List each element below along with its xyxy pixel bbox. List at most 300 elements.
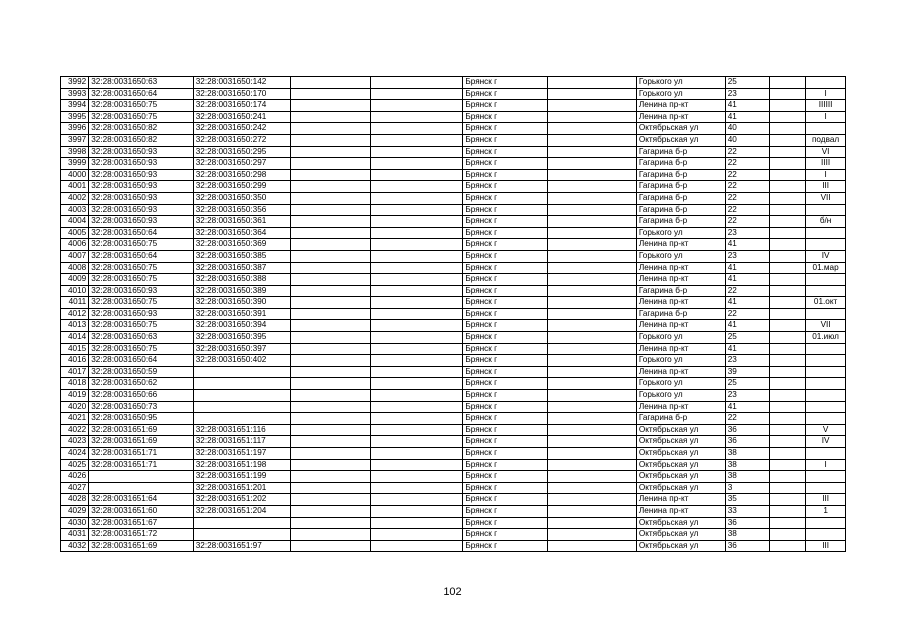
city-cell: Брянск г (463, 343, 548, 355)
empty-cell-cell (548, 448, 637, 460)
table-row (61, 158, 846, 170)
empty-cell-cell (769, 343, 806, 355)
city-cell: Брянск г (463, 134, 548, 146)
empty-cell-cell (371, 308, 463, 320)
room-note-cell: III (806, 181, 846, 193)
city-cell: Брянск г (463, 413, 548, 425)
street-cell: Горького ул (636, 332, 725, 344)
house-number-cell: 25 (725, 77, 769, 89)
street-cell: Ленина пр-кт (636, 100, 725, 112)
empty-cell-cell (769, 123, 806, 135)
empty-cell-cell (290, 204, 370, 216)
cadastral-object-number-cell (193, 517, 290, 529)
empty-cell-cell (769, 471, 806, 483)
row-number-cell: 4026 (61, 471, 89, 483)
empty-cell-cell (548, 297, 637, 309)
city-cell: Брянск г (463, 355, 548, 367)
cadastral-block-number-cell: 32:28:0031650:66 (89, 390, 194, 402)
city-cell: Брянск г (463, 540, 548, 552)
cadastral-object-number-cell: 32:28:0031650:170 (193, 88, 290, 100)
row-number-cell: 3997 (61, 134, 89, 146)
empty-cell-cell (548, 517, 637, 529)
empty-cell-cell (290, 285, 370, 297)
room-note-cell (806, 413, 846, 425)
empty-cell-cell (371, 216, 463, 228)
empty-cell-cell (769, 308, 806, 320)
table-row (61, 250, 846, 262)
city-cell: Брянск г (463, 366, 548, 378)
cadastral-block-number-cell: 32:28:0031651:60 (89, 505, 194, 517)
empty-cell-cell (290, 88, 370, 100)
table-row (61, 181, 846, 193)
city-cell: Брянск г (463, 471, 548, 483)
empty-cell-cell (548, 459, 637, 471)
city-cell: Брянск г (463, 505, 548, 517)
table-row (61, 297, 846, 309)
empty-cell-cell (371, 100, 463, 112)
house-number-cell: 22 (725, 181, 769, 193)
empty-cell-cell (371, 169, 463, 181)
house-number-cell: 22 (725, 216, 769, 228)
row-number-cell: 4004 (61, 216, 89, 228)
house-number-cell: 22 (725, 413, 769, 425)
cadastral-object-number-cell: 32:28:0031651:199 (193, 471, 290, 483)
empty-cell-cell (769, 204, 806, 216)
empty-cell-cell (371, 111, 463, 123)
house-number-cell: 22 (725, 169, 769, 181)
empty-cell-cell (371, 436, 463, 448)
room-note-cell (806, 308, 846, 320)
row-number-cell: 3993 (61, 88, 89, 100)
room-note-cell: б/н (806, 216, 846, 228)
empty-cell-cell (769, 529, 806, 541)
empty-cell-cell (290, 505, 370, 517)
empty-cell-cell (548, 332, 637, 344)
street-cell: Гагарина б-р (636, 216, 725, 228)
table-row (61, 100, 846, 112)
street-cell: Горького ул (636, 250, 725, 262)
house-number-cell: 36 (725, 540, 769, 552)
empty-cell-cell (769, 77, 806, 89)
cadastral-object-number-cell: 32:28:0031651:201 (193, 482, 290, 494)
cadastral-block-number-cell: 32:28:0031651:69 (89, 424, 194, 436)
cadastral-block-number-cell: 32:28:0031650:82 (89, 134, 194, 146)
empty-cell-cell (548, 471, 637, 483)
house-number-cell: 41 (725, 239, 769, 251)
empty-cell-cell (371, 482, 463, 494)
row-number-cell: 4008 (61, 262, 89, 274)
empty-cell-cell (290, 332, 370, 344)
row-number-cell: 4028 (61, 494, 89, 506)
cadastral-object-number-cell: 32:28:0031650:297 (193, 158, 290, 170)
house-number-cell: 33 (725, 505, 769, 517)
row-number-cell: 3998 (61, 146, 89, 158)
empty-cell-cell (290, 158, 370, 170)
empty-cell-cell (769, 424, 806, 436)
street-cell: Горького ул (636, 88, 725, 100)
cadastral-object-number-cell: 32:28:0031650:298 (193, 169, 290, 181)
cadastral-block-number-cell: 32:28:0031650:63 (89, 332, 194, 344)
table-row (61, 355, 846, 367)
empty-cell-cell (769, 111, 806, 123)
room-note-cell: 1 (806, 505, 846, 517)
table-row (61, 169, 846, 181)
room-note-cell (806, 378, 846, 390)
empty-cell-cell (371, 158, 463, 170)
room-note-cell (806, 482, 846, 494)
empty-cell-cell (769, 216, 806, 228)
empty-cell-cell (290, 366, 370, 378)
house-number-cell: 23 (725, 88, 769, 100)
empty-cell-cell (290, 355, 370, 367)
city-cell: Брянск г (463, 308, 548, 320)
row-number-cell: 4007 (61, 250, 89, 262)
empty-cell-cell (769, 390, 806, 402)
city-cell: Брянск г (463, 239, 548, 251)
city-cell: Брянск г (463, 529, 548, 541)
empty-cell-cell (371, 355, 463, 367)
city-cell: Брянск г (463, 227, 548, 239)
empty-cell-cell (548, 494, 637, 506)
room-note-cell (806, 529, 846, 541)
empty-cell-cell (548, 262, 637, 274)
row-number-cell: 3995 (61, 111, 89, 123)
table-row (61, 529, 846, 541)
empty-cell-cell (548, 158, 637, 170)
row-number-cell: 4022 (61, 424, 89, 436)
house-number-cell: 41 (725, 262, 769, 274)
empty-cell-cell (548, 250, 637, 262)
city-cell: Брянск г (463, 262, 548, 274)
house-number-cell: 36 (725, 436, 769, 448)
room-note-cell: III (806, 540, 846, 552)
empty-cell-cell (371, 471, 463, 483)
empty-cell-cell (290, 529, 370, 541)
street-cell: Ленина пр-кт (636, 505, 725, 517)
house-number-cell: 22 (725, 285, 769, 297)
empty-cell-cell (290, 436, 370, 448)
cadastral-object-number-cell (193, 366, 290, 378)
row-number-cell: 4001 (61, 181, 89, 193)
cadastral-block-number-cell: 32:28:0031651:69 (89, 540, 194, 552)
room-note-cell: IIII (806, 158, 846, 170)
street-cell: Горького ул (636, 390, 725, 402)
row-number-cell: 3992 (61, 77, 89, 89)
house-number-cell: 23 (725, 227, 769, 239)
row-number-cell: 4024 (61, 448, 89, 460)
city-cell: Брянск г (463, 459, 548, 471)
row-number-cell: 4000 (61, 169, 89, 181)
room-note-cell: III (806, 494, 846, 506)
empty-cell-cell (371, 448, 463, 460)
cadastral-object-number-cell: 32:28:0031650:299 (193, 181, 290, 193)
row-number-cell: 4025 (61, 459, 89, 471)
empty-cell-cell (769, 227, 806, 239)
cadastral-block-number-cell: 32:28:0031651:72 (89, 529, 194, 541)
empty-cell-cell (371, 123, 463, 135)
empty-cell-cell (290, 77, 370, 89)
cadastral-object-number-cell: 32:28:0031651:204 (193, 505, 290, 517)
empty-cell-cell (548, 100, 637, 112)
street-cell: Ленина пр-кт (636, 111, 725, 123)
empty-cell-cell (290, 123, 370, 135)
table-row (61, 436, 846, 448)
empty-cell-cell (290, 100, 370, 112)
cadastral-object-number-cell: 32:28:0031651:198 (193, 459, 290, 471)
table-row (61, 505, 846, 517)
empty-cell-cell (290, 378, 370, 390)
table-row (61, 262, 846, 274)
house-number-cell: 38 (725, 471, 769, 483)
city-cell: Брянск г (463, 123, 548, 135)
empty-cell-cell (290, 181, 370, 193)
empty-cell-cell (548, 482, 637, 494)
cadastral-object-number-cell: 32:28:0031650:361 (193, 216, 290, 228)
street-cell: Октябрьская ул (636, 517, 725, 529)
empty-cell-cell (769, 169, 806, 181)
cadastral-block-number-cell: 32:28:0031650:64 (89, 355, 194, 367)
street-cell: Ленина пр-кт (636, 366, 725, 378)
cadastral-object-number-cell: 32:28:0031650:394 (193, 320, 290, 332)
cadastral-object-number-cell (193, 390, 290, 402)
cadastral-object-number-cell: 32:28:0031650:391 (193, 308, 290, 320)
empty-cell-cell (371, 77, 463, 89)
street-cell: Октябрьская ул (636, 123, 725, 135)
street-cell: Ленина пр-кт (636, 343, 725, 355)
row-number-cell: 3994 (61, 100, 89, 112)
empty-cell-cell (371, 540, 463, 552)
street-cell: Гагарина б-р (636, 169, 725, 181)
empty-cell-cell (290, 459, 370, 471)
table-row (61, 308, 846, 320)
city-cell: Брянск г (463, 274, 548, 286)
house-number-cell: 23 (725, 250, 769, 262)
table-row (61, 332, 846, 344)
cadastral-object-number-cell: 32:28:0031650:390 (193, 297, 290, 309)
empty-cell-cell (769, 88, 806, 100)
table-row (61, 77, 846, 89)
room-note-cell: I (806, 88, 846, 100)
cadastral-object-number-cell: 32:28:0031650:388 (193, 274, 290, 286)
empty-cell-cell (371, 424, 463, 436)
table-row (61, 448, 846, 460)
empty-cell-cell (548, 366, 637, 378)
empty-cell-cell (290, 390, 370, 402)
house-number-cell: 36 (725, 424, 769, 436)
room-note-cell: VI (806, 146, 846, 158)
cadastral-block-number-cell: 32:28:0031651:71 (89, 459, 194, 471)
room-note-cell: I (806, 111, 846, 123)
cadastral-object-number-cell: 32:28:0031650:387 (193, 262, 290, 274)
house-number-cell: 41 (725, 274, 769, 286)
city-cell: Брянск г (463, 448, 548, 460)
cadastral-block-number-cell: 32:28:0031650:75 (89, 111, 194, 123)
empty-cell-cell (290, 146, 370, 158)
cadastral-object-number-cell: 32:28:0031650:174 (193, 100, 290, 112)
empty-cell-cell (769, 181, 806, 193)
empty-cell-cell (290, 239, 370, 251)
room-note-cell (806, 77, 846, 89)
empty-cell-cell (290, 134, 370, 146)
empty-cell-cell (371, 250, 463, 262)
row-number-cell: 4002 (61, 192, 89, 204)
room-note-cell: I (806, 169, 846, 181)
empty-cell-cell (548, 169, 637, 181)
empty-cell-cell (548, 390, 637, 402)
table-row (61, 401, 846, 413)
table-row (61, 494, 846, 506)
cadastral-block-number-cell: 32:28:0031651:71 (89, 448, 194, 460)
room-note-cell (806, 285, 846, 297)
street-cell: Октябрьская ул (636, 134, 725, 146)
house-number-cell: 35 (725, 494, 769, 506)
table-row (61, 239, 846, 251)
house-number-cell: 23 (725, 355, 769, 367)
cadastral-block-number-cell: 32:28:0031650:93 (89, 181, 194, 193)
empty-cell-cell (548, 181, 637, 193)
cadastral-object-number-cell: 32:28:0031650:389 (193, 285, 290, 297)
table-row (61, 482, 846, 494)
room-note-cell: I (806, 459, 846, 471)
empty-cell-cell (548, 401, 637, 413)
cadastral-object-number-cell: 32:28:0031650:369 (193, 239, 290, 251)
city-cell: Брянск г (463, 320, 548, 332)
cadastral-object-number-cell: 32:28:0031650:356 (193, 204, 290, 216)
empty-cell-cell (769, 459, 806, 471)
empty-cell-cell (290, 216, 370, 228)
empty-cell-cell (371, 390, 463, 402)
empty-cell-cell (290, 540, 370, 552)
house-number-cell: 41 (725, 100, 769, 112)
empty-cell-cell (290, 227, 370, 239)
row-number-cell: 3999 (61, 158, 89, 170)
cadastral-block-number-cell: 32:28:0031650:93 (89, 192, 194, 204)
house-number-cell: 38 (725, 448, 769, 460)
empty-cell-cell (769, 158, 806, 170)
city-cell: Брянск г (463, 100, 548, 112)
row-number-cell: 4013 (61, 320, 89, 332)
cadastral-block-number-cell: 32:28:0031651:69 (89, 436, 194, 448)
city-cell: Брянск г (463, 285, 548, 297)
city-cell: Брянск г (463, 297, 548, 309)
room-note-cell (806, 239, 846, 251)
city-cell: Брянск г (463, 250, 548, 262)
empty-cell-cell (371, 459, 463, 471)
empty-cell-cell (290, 494, 370, 506)
empty-cell-cell (769, 262, 806, 274)
row-number-cell: 4031 (61, 529, 89, 541)
empty-cell-cell (769, 285, 806, 297)
city-cell: Брянск г (463, 181, 548, 193)
table-row (61, 540, 846, 552)
empty-cell-cell (769, 332, 806, 344)
row-number-cell: 4009 (61, 274, 89, 286)
cadastral-block-number-cell: 32:28:0031650:63 (89, 77, 194, 89)
empty-cell-cell (371, 192, 463, 204)
empty-cell-cell (769, 413, 806, 425)
city-cell: Брянск г (463, 192, 548, 204)
cadastral-block-number-cell: 32:28:0031650:75 (89, 343, 194, 355)
empty-cell-cell (548, 413, 637, 425)
table-row (61, 517, 846, 529)
table-row (61, 343, 846, 355)
room-note-cell (806, 355, 846, 367)
street-cell: Гагарина б-р (636, 204, 725, 216)
street-cell: Горького ул (636, 227, 725, 239)
empty-cell-cell (548, 111, 637, 123)
house-number-cell: 38 (725, 529, 769, 541)
cadastral-object-number-cell: 32:28:0031650:241 (193, 111, 290, 123)
empty-cell-cell (371, 88, 463, 100)
empty-cell-cell (290, 308, 370, 320)
cadastral-object-number-cell: 32:28:0031651:202 (193, 494, 290, 506)
house-number-cell: 40 (725, 123, 769, 135)
street-cell: Горького ул (636, 378, 725, 390)
row-number-cell: 4006 (61, 239, 89, 251)
city-cell: Брянск г (463, 111, 548, 123)
cadastral-block-number-cell: 32:28:0031651:64 (89, 494, 194, 506)
cadastral-block-number-cell: 32:28:0031650:93 (89, 216, 194, 228)
street-cell: Октябрьская ул (636, 436, 725, 448)
empty-cell-cell (769, 366, 806, 378)
row-number-cell: 4030 (61, 517, 89, 529)
city-cell: Брянск г (463, 77, 548, 89)
cadastral-block-number-cell: 32:28:0031650:59 (89, 366, 194, 378)
empty-cell-cell (548, 216, 637, 228)
house-number-cell: 38 (725, 459, 769, 471)
empty-cell-cell (769, 274, 806, 286)
street-cell: Октябрьская ул (636, 471, 725, 483)
empty-cell-cell (769, 320, 806, 332)
room-note-cell (806, 123, 846, 135)
room-note-cell: 01.окт (806, 297, 846, 309)
cadastral-object-number-cell: 32:28:0031651:116 (193, 424, 290, 436)
table-row (61, 459, 846, 471)
row-number-cell: 4011 (61, 297, 89, 309)
empty-cell-cell (290, 262, 370, 274)
row-number-cell: 4010 (61, 285, 89, 297)
row-number-cell: 4016 (61, 355, 89, 367)
room-note-cell (806, 401, 846, 413)
house-number-cell: 41 (725, 320, 769, 332)
empty-cell-cell (371, 227, 463, 239)
table-row (61, 413, 846, 425)
empty-cell-cell (290, 297, 370, 309)
house-number-cell: 22 (725, 204, 769, 216)
cadastral-object-number-cell (193, 401, 290, 413)
cadastral-block-number-cell: 32:28:0031650:75 (89, 262, 194, 274)
street-cell: Ленина пр-кт (636, 262, 725, 274)
row-number-cell: 4018 (61, 378, 89, 390)
cadastral-block-number-cell: 32:28:0031650:93 (89, 308, 194, 320)
empty-cell-cell (769, 146, 806, 158)
row-number-cell: 4017 (61, 366, 89, 378)
table-row (61, 274, 846, 286)
empty-cell-cell (769, 448, 806, 460)
row-number-cell: 4015 (61, 343, 89, 355)
empty-cell-cell (548, 227, 637, 239)
page-number: 102 (443, 586, 462, 598)
city-cell: Брянск г (463, 204, 548, 216)
empty-cell-cell (548, 320, 637, 332)
cadastral-object-number-cell: 32:28:0031650:385 (193, 250, 290, 262)
cadastral-block-number-cell (89, 471, 194, 483)
empty-cell-cell (769, 100, 806, 112)
cadastral-block-number-cell: 32:28:0031650:93 (89, 204, 194, 216)
cadastral-object-number-cell: 32:28:0031650:272 (193, 134, 290, 146)
table-row (61, 471, 846, 483)
empty-cell-cell (290, 482, 370, 494)
